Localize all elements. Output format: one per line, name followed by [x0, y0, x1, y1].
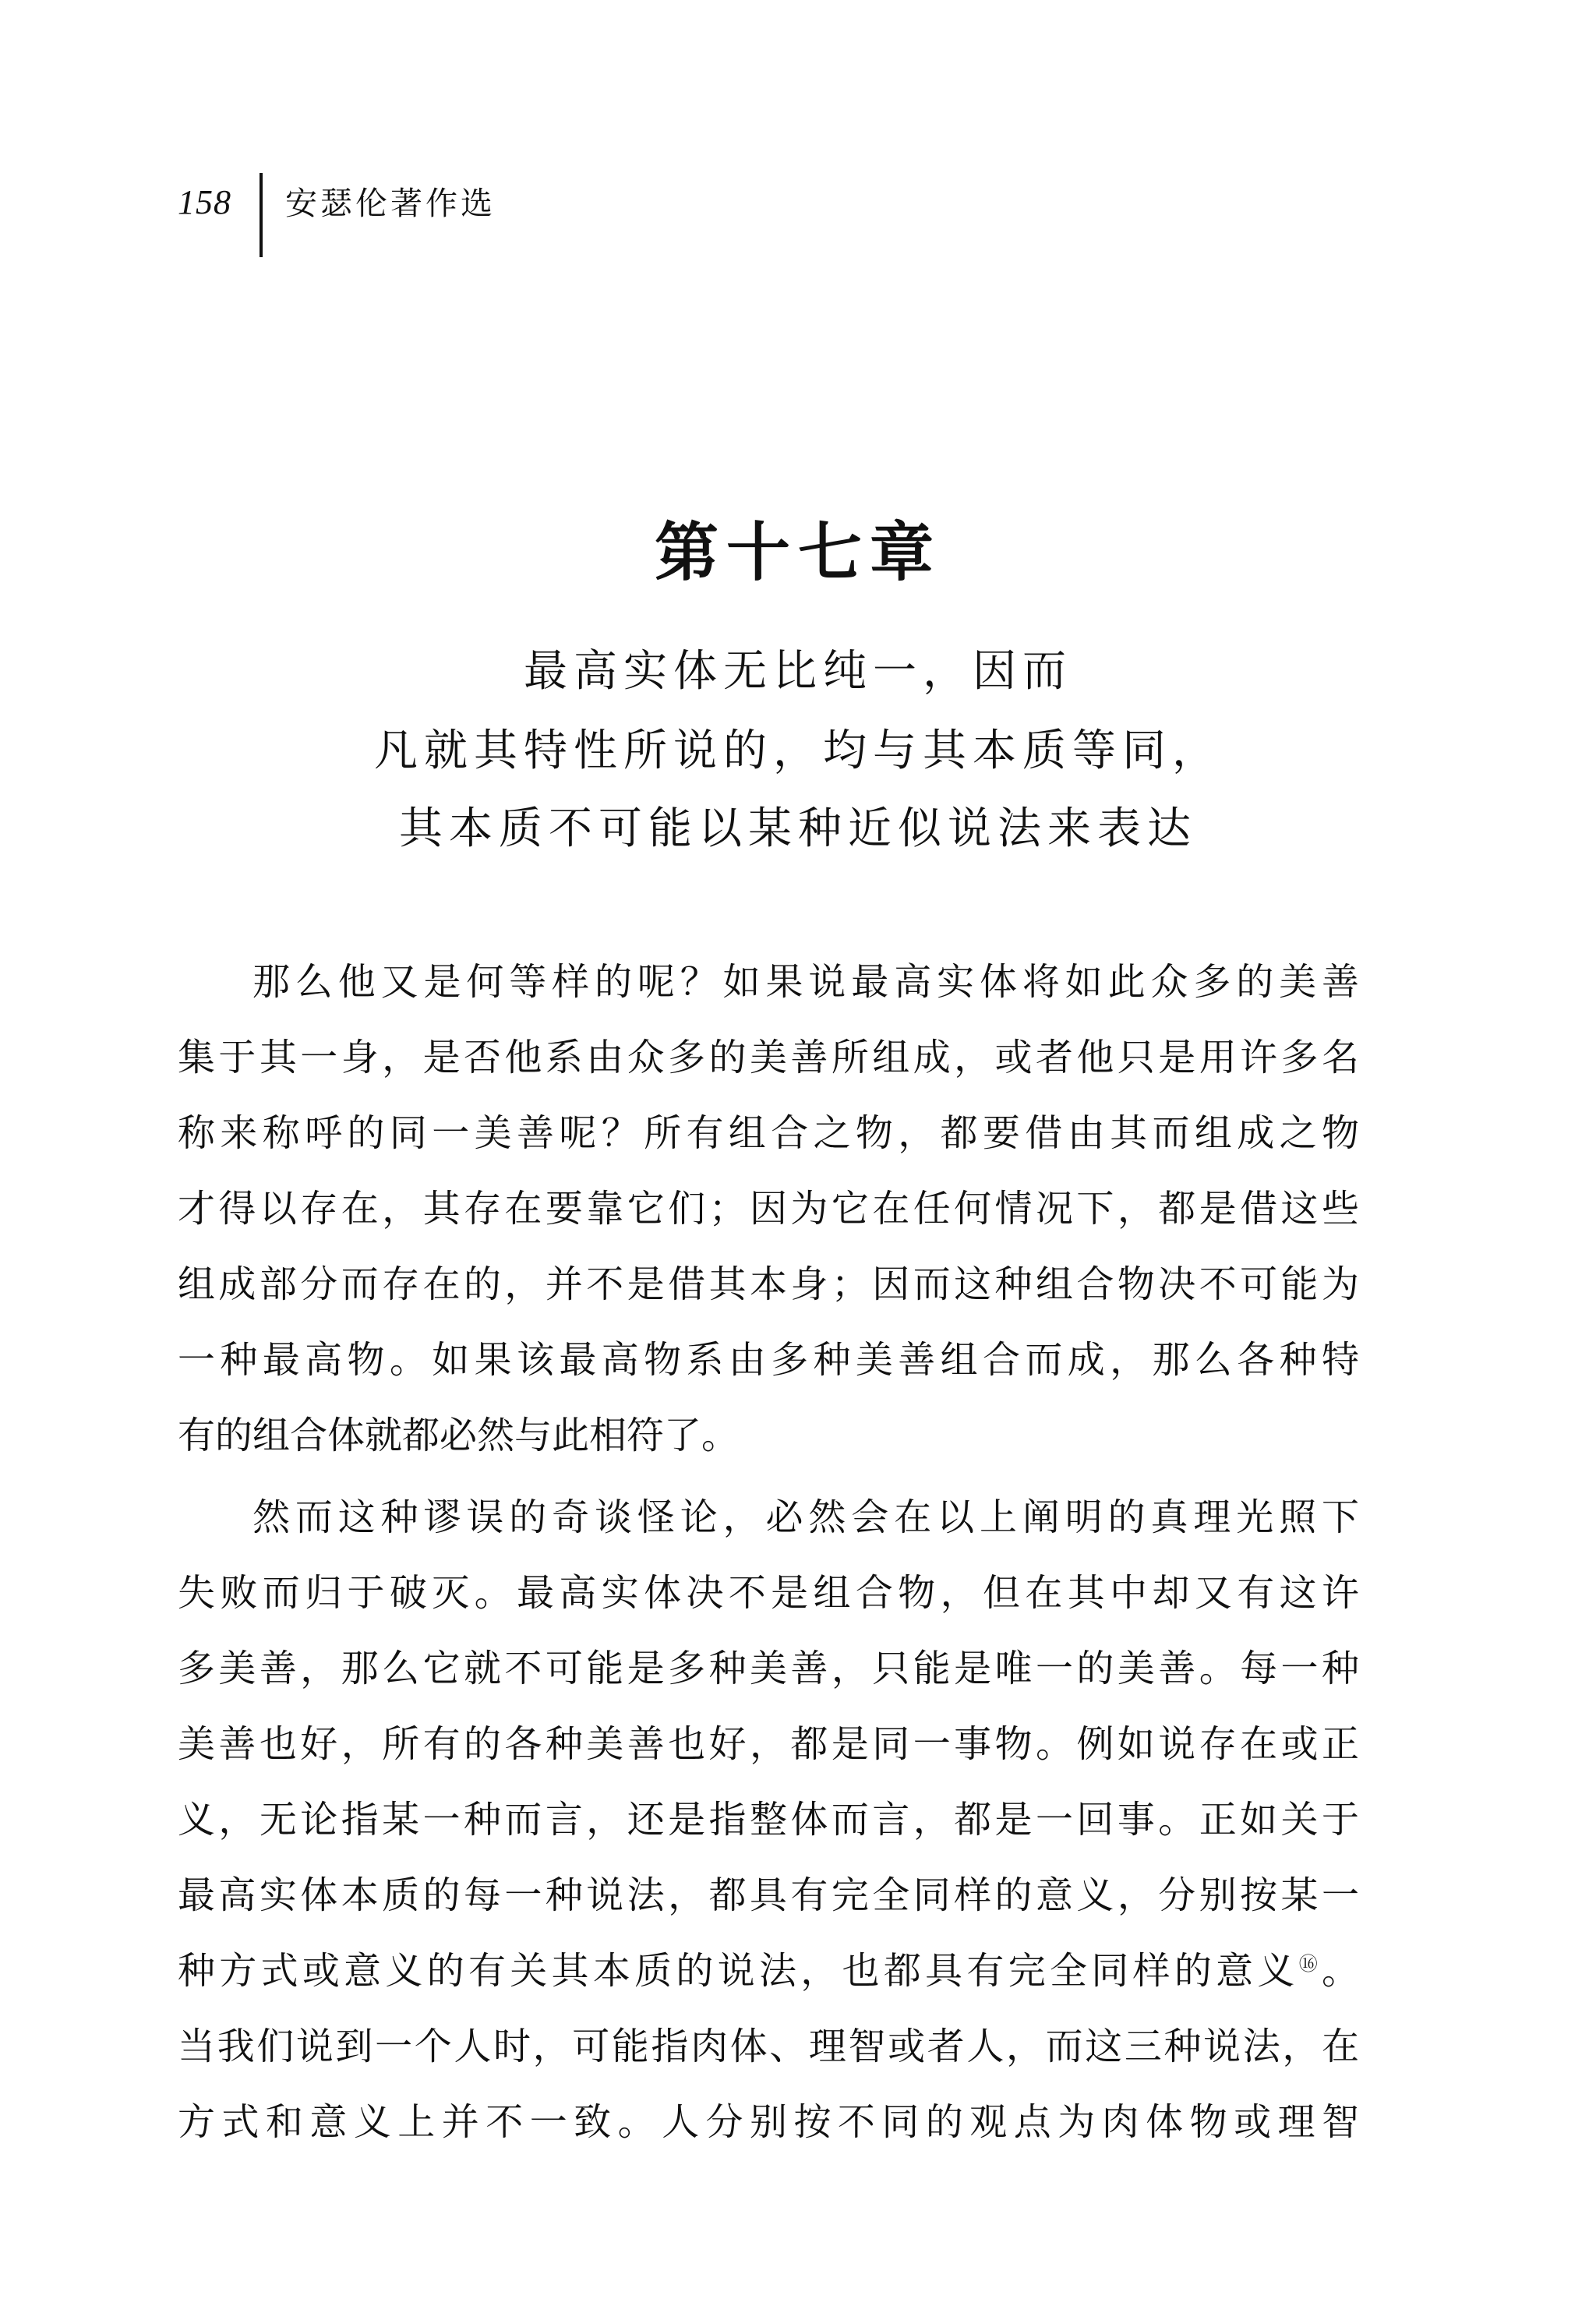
paragraph-1-line: 一种最高物。如果该最高物系由多种美善组合而成，那么各种特 — [178, 1338, 1359, 1382]
page-number: 158 — [178, 183, 231, 221]
book-title: 安瑟伦著作选 — [285, 185, 496, 222]
paragraph-2-line: 方式和意义上并不一致。人分别按不同的观点为肉体物或理智 — [178, 2100, 1359, 2144]
chapter-title: 第十七章 — [654, 516, 941, 590]
footnote-reference[interactable]: ⑯ — [1298, 1953, 1322, 1975]
paragraph-2-line: 最高实体本质的每一种说法，都具有完全同样的意义，分别按某一 — [178, 1873, 1359, 1917]
line-end-punctuation: 。 — [1321, 1949, 1359, 1993]
header-divider — [260, 173, 263, 257]
paragraph-2-line-text: 种方式或意义的有关其本质的说法，也都具有完全同样的意义 — [178, 1949, 1299, 1993]
paragraph-1-line: 有的组合体就都必然与此相符了。 — [178, 1414, 740, 1457]
chapter-subtitle-line: 凡就其特性所说的，均与其本质等同， — [374, 726, 1222, 776]
paragraph-2-line: 义，无论指某一种而言，还是指整体而言，都是一回事。正如关于 — [178, 1798, 1359, 1842]
paragraph-2-line: 当我们说到一个人时，可能指肉体、理智或者人，而这三种说法，在 — [178, 2025, 1359, 2068]
paragraph-2-line: 美善也好，所有的各种美善也好，都是同一事物。例如说存在或正 — [178, 1722, 1359, 1766]
paragraph-2-line: 多美善，那么它就不可能是多种美善，只能是唯一的美善。每一种 — [178, 1647, 1359, 1690]
paragraph-1-line: 才得以存在，其存在要靠它们；因为它在任何情况下，都是借这些 — [178, 1187, 1359, 1231]
paragraph-1-line: 组成部分而存在的，并不是借其本身；因而这种组合物决不可能为 — [178, 1262, 1359, 1306]
paragraph-2-line — [178, 1940, 1359, 2001]
paragraph-1-line: 称来称呼的同一美善呢？所有组合之物，都要借由其而组成之物 — [178, 1111, 1359, 1155]
paragraph-2-line: 失败而归于破灭。最高实体决不是组合物，但在其中却又有这许 — [178, 1571, 1359, 1615]
chapter-subtitle-line: 其本质不可能以某种近似说法来表达 — [399, 803, 1197, 854]
chapter-subtitle-line: 最高实体无比纯一，因而 — [524, 646, 1072, 697]
paragraph-1-line: 那么他又是何等样的呢？如果说最高实体将如此众多的美善 — [252, 960, 1359, 1004]
paragraph-1-line: 集于其一身，是否他系由众多的美善所组成，或者他只是用许多名 — [178, 1036, 1359, 1079]
paragraph-2-line: 然而这种谬误的奇谈怪论，必然会在以上阐明的真理光照下 — [252, 1495, 1359, 1539]
